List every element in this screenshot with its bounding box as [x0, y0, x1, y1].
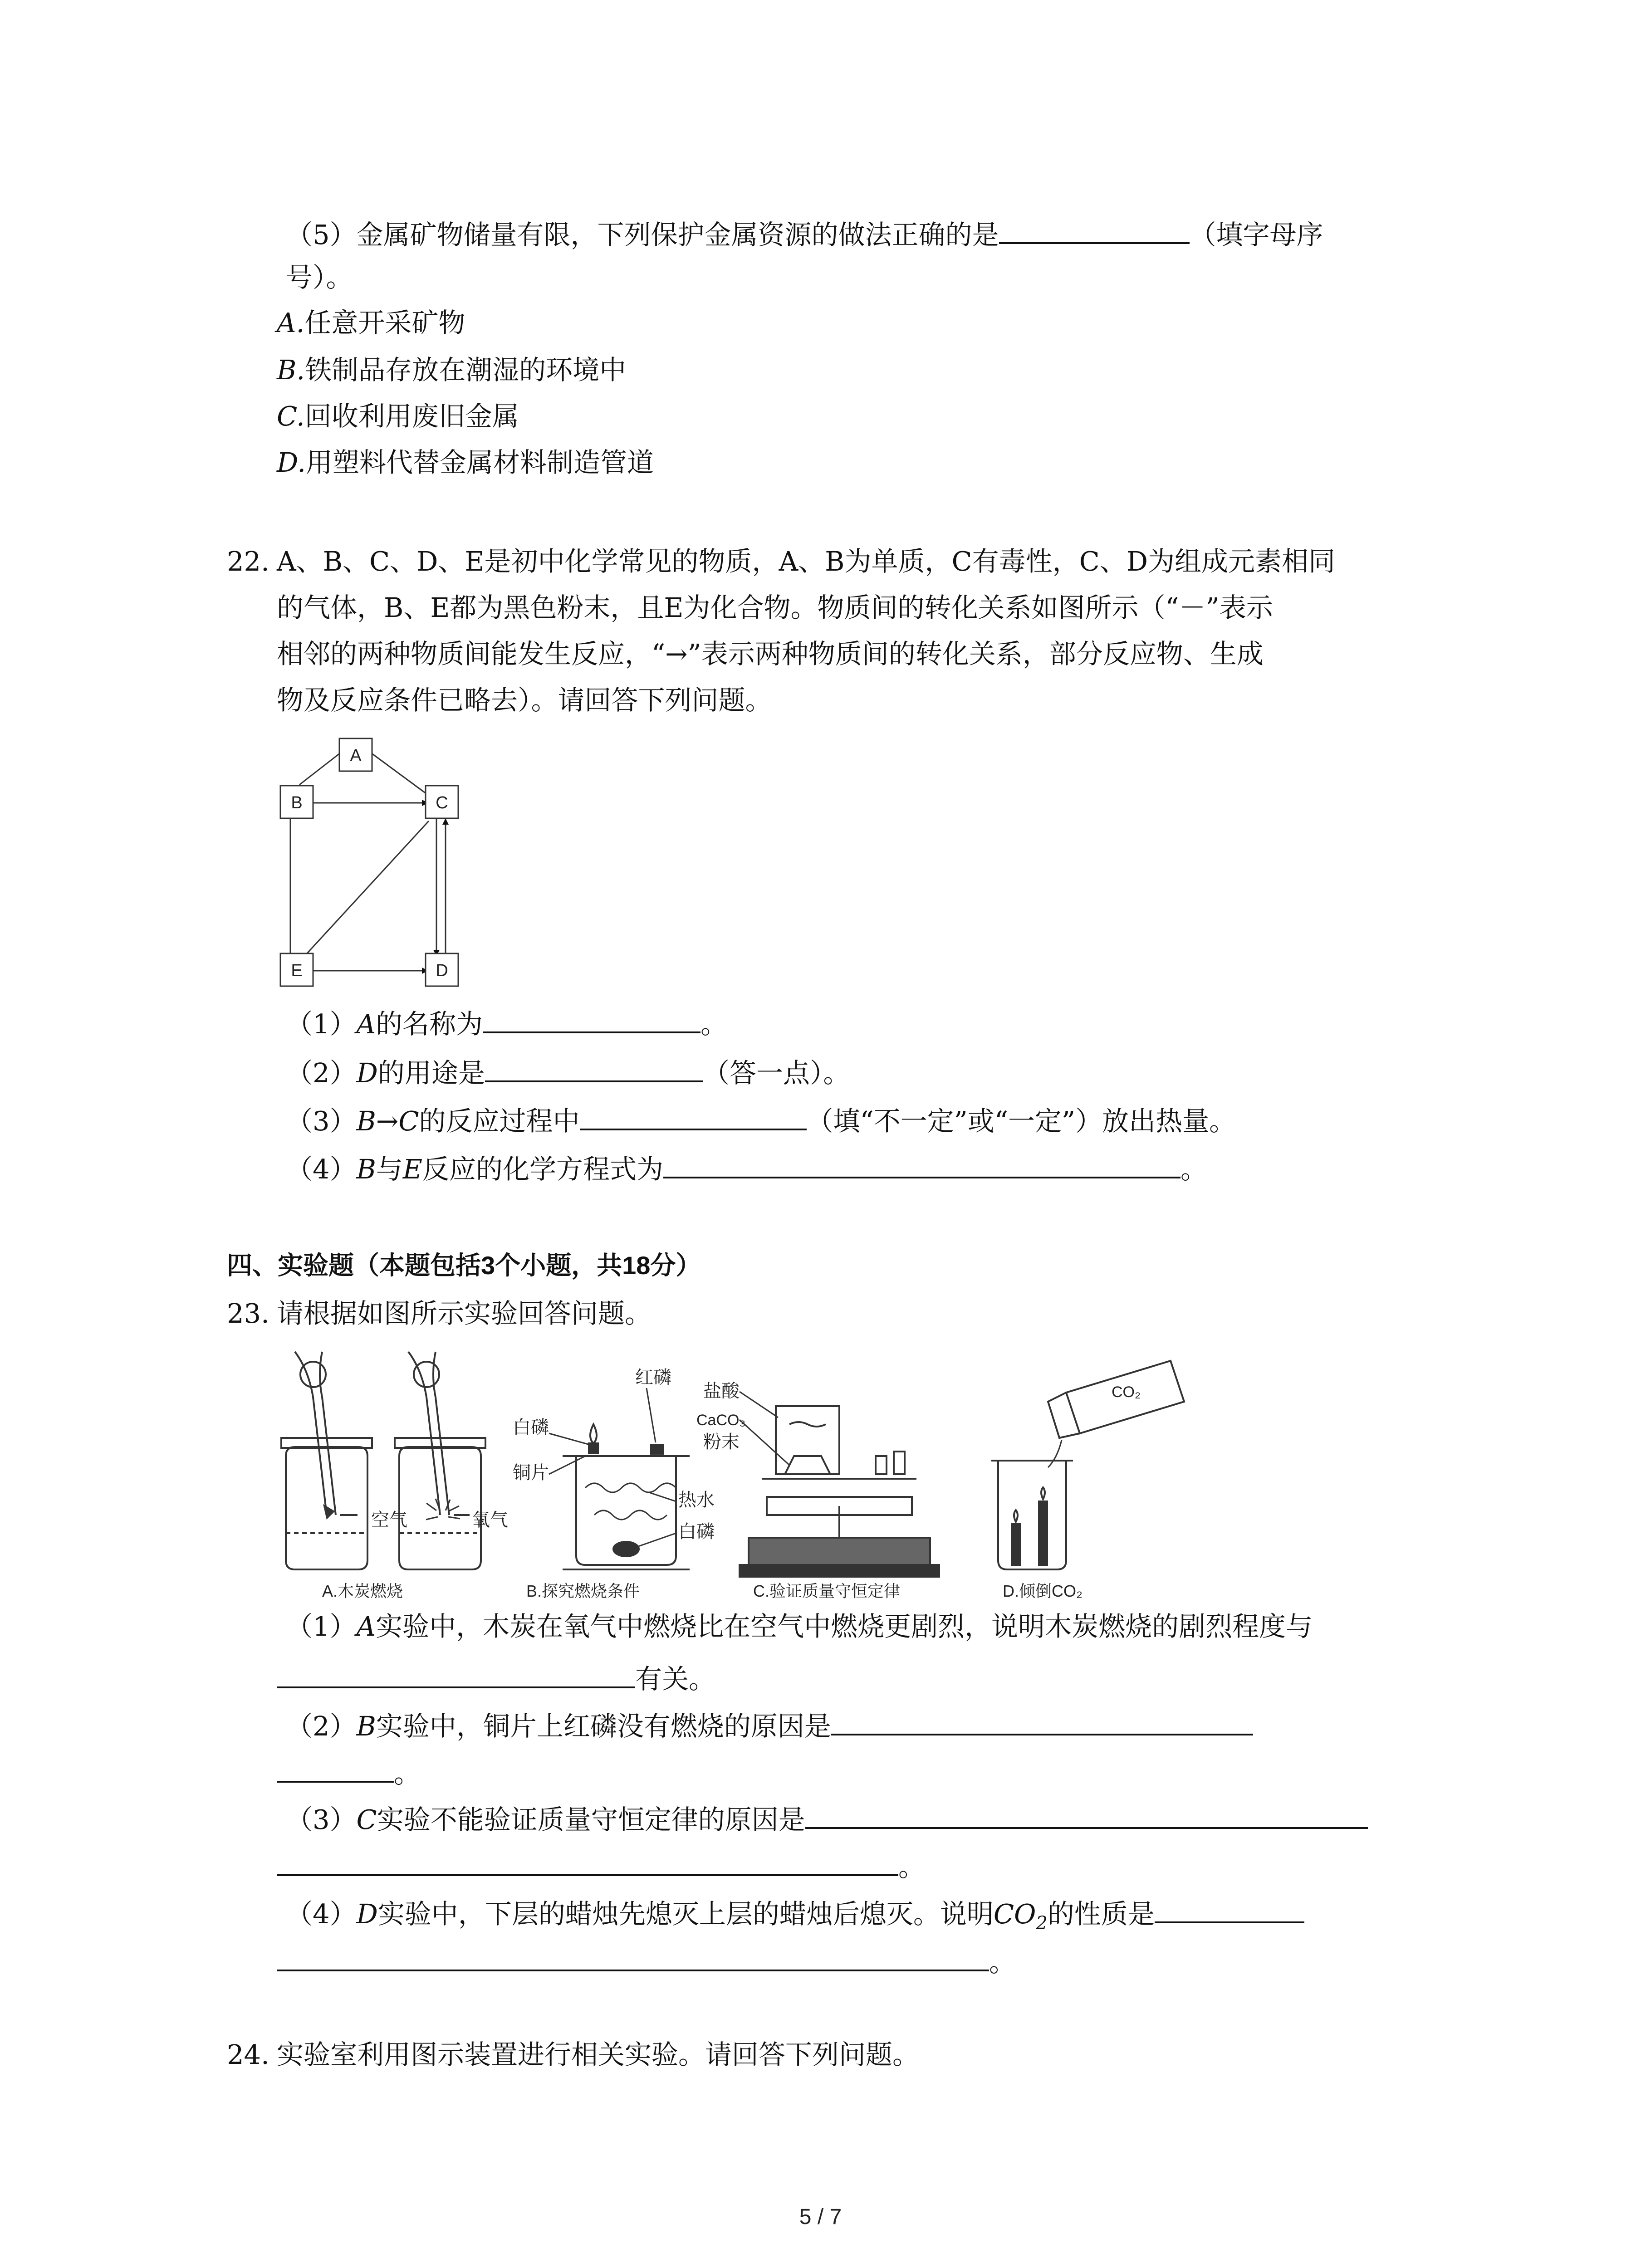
- sub-text: 实验中，下层的蜡烛先熄灭上层的蜡烛后熄灭。说明: [377, 1898, 994, 1930]
- node-a-label: A: [350, 746, 362, 765]
- node-c-label: C: [436, 793, 448, 812]
- option-letter: A.: [277, 307, 305, 338]
- var: CO: [993, 1898, 1036, 1930]
- q22-stem-line1: A、B、C、D、E是初中化学常见的物质，A、B为单质，C有毒性，C、D为组成元素相同: [277, 546, 1336, 577]
- jar-air: [281, 1352, 372, 1569]
- subscript: 2: [1036, 1912, 1048, 1934]
- caption-a: A.木炭燃烧: [322, 1582, 403, 1600]
- answer-blank[interactable]: [483, 1002, 700, 1033]
- q23-sub3-line1: [286, 1797, 1368, 1838]
- edge-a-c: [371, 753, 426, 794]
- label-powder: 粉末: [703, 1432, 740, 1452]
- answer-blank[interactable]: [485, 1051, 703, 1082]
- caption-b: B.探究燃烧条件: [526, 1582, 640, 1600]
- answer-blank[interactable]: [999, 212, 1190, 244]
- label-co2: CO₂: [1112, 1383, 1141, 1401]
- sub-number: （4）: [286, 1898, 357, 1930]
- q23-number: 23.: [227, 1298, 269, 1329]
- sub-number: （3）: [286, 1804, 357, 1835]
- var: C: [356, 1804, 377, 1835]
- q23-stem: 请根据如图所示实验回答问题。: [277, 1298, 652, 1329]
- sub-end: （填“不一定”或“一定”）放出热量。: [806, 1105, 1236, 1137]
- option-text: 铁制品存放在潮湿的环境中: [305, 354, 627, 386]
- q22-stem-line2: 的气体，B、E都为黑色粉末，且E为化合物。物质间的转化关系如图所示（“－”表示: [277, 592, 1273, 623]
- answer-blank[interactable]: [277, 1940, 989, 1971]
- sub-number: （2）: [286, 1057, 357, 1089]
- q24-stem: 实验室利用图示装置进行相关实验。请回答下列问题。: [277, 2039, 920, 2070]
- option-b: [277, 352, 626, 388]
- node-b-label: B: [291, 793, 303, 812]
- answer-blank[interactable]: [277, 1751, 394, 1783]
- node-d-label: D: [436, 961, 448, 980]
- q22-sub4: [286, 1147, 1207, 1188]
- q22-stem-line3: 相邻的两种物质间能发生反应，“→”表示两种物质间的转化关系，部分反应物、生成: [277, 638, 1264, 670]
- answer-blank[interactable]: [663, 1147, 1181, 1178]
- relation-diagram: [272, 730, 472, 1002]
- sub-text: 实验不能验证质量守恒定律的原因是: [377, 1804, 805, 1835]
- sub-number: （1）: [286, 1008, 357, 1040]
- q22-sub1: [286, 1002, 727, 1042]
- label-red-phosphorus: 红磷: [635, 1368, 671, 1388]
- var: A: [356, 1611, 376, 1642]
- var: A: [356, 1008, 376, 1040]
- q22-sub3: [286, 1099, 1236, 1139]
- sub-text: 反应的化学方程式为: [422, 1154, 664, 1185]
- page-number: 5 / 7: [799, 2205, 842, 2229]
- q22-number: 22.: [227, 546, 269, 577]
- beaker-combustion: [549, 1388, 690, 1569]
- sub-text: 的名称为: [376, 1008, 483, 1040]
- q21-5-suffix: （填字母序: [1189, 219, 1323, 250]
- sub-number: （3）: [286, 1105, 357, 1137]
- label-copper: 铜片: [513, 1463, 549, 1483]
- sub-text: 实验中，铜片上红磷没有燃烧的原因是: [376, 1711, 831, 1742]
- var: D: [356, 1057, 378, 1089]
- caption-c: C.验证质量守恒定律: [753, 1582, 901, 1600]
- q21-5-prefix: （5）金属矿物储量有限，下列保护金属资源的做法正确的是: [286, 219, 999, 250]
- sub-text: 与: [376, 1154, 403, 1185]
- co2-pour: [991, 1361, 1184, 1569]
- sub-number: （1）: [286, 1611, 357, 1642]
- option-a: [277, 305, 465, 341]
- option-c: [277, 398, 519, 435]
- q23-sub1-line1: [286, 1608, 1313, 1645]
- label-white-phosphorus: 白磷: [513, 1418, 549, 1437]
- option-letter: C.: [277, 401, 305, 432]
- q23-sub2-line1: [286, 1704, 1253, 1745]
- option-text: 用塑料代替金属材料制造管道: [305, 447, 654, 478]
- sub-text: 的性质是: [1047, 1898, 1155, 1930]
- label-hcl: 盐酸: [703, 1381, 740, 1401]
- var: B: [356, 1154, 376, 1185]
- var: D: [356, 1898, 378, 1930]
- jar-oxygen: [395, 1352, 485, 1569]
- sub-number: （2）: [286, 1711, 357, 1742]
- label-caco3: CaCO₃: [696, 1412, 746, 1429]
- node-e-label: E: [291, 961, 303, 980]
- sub-end: 。: [1181, 1154, 1208, 1185]
- sub-number: （4）: [286, 1154, 357, 1185]
- answer-blank[interactable]: [805, 1797, 1368, 1829]
- option-text: 任意开采矿物: [304, 307, 465, 338]
- option-text: 回收利用废旧金属: [304, 401, 519, 432]
- answer-blank[interactable]: [277, 1657, 635, 1688]
- q23-sub1-line2: [277, 1657, 715, 1697]
- q21-5-line1: [286, 212, 1323, 253]
- var: E: [402, 1154, 422, 1185]
- edge-e-c: [299, 821, 429, 962]
- label-white-phosphorus-2: 白磷: [678, 1522, 715, 1542]
- sub-end: 。: [989, 1946, 1016, 1978]
- sub-end: 有关。: [635, 1663, 716, 1695]
- var: B→C: [356, 1105, 419, 1137]
- caption-d: D.倾倒CO₂: [1003, 1582, 1083, 1600]
- q24-number: 24.: [227, 2039, 269, 2070]
- sub-end: （答一点）。: [702, 1057, 850, 1089]
- experiment-figure: [268, 1343, 1202, 1601]
- q21-5-line2: 号）。: [286, 262, 353, 293]
- sub-text: 的反应过程中: [419, 1105, 580, 1137]
- q22-stem-line4: 物及反应条件已略去）。请回答下列问题。: [277, 684, 772, 716]
- sub-end: 。: [700, 1008, 728, 1040]
- q23-sub4-line2: [277, 1940, 1016, 1980]
- option-letter: B.: [277, 354, 305, 386]
- q23-sub2-line2: [277, 1751, 421, 1792]
- answer-blank[interactable]: [580, 1099, 807, 1130]
- sub-text: 实验中，木炭在氧气中燃烧比在空气中燃烧更剧烈，说明木炭燃烧的剧烈程度与: [376, 1611, 1313, 1642]
- sub-text: 的用途是: [377, 1057, 485, 1089]
- label-air: 空气: [371, 1510, 407, 1530]
- sub-end: 。: [394, 1758, 421, 1789]
- var: B: [356, 1711, 376, 1742]
- answer-blank[interactable]: [277, 1844, 898, 1876]
- answer-blank[interactable]: [831, 1704, 1253, 1735]
- answer-blank[interactable]: [1155, 1892, 1304, 1923]
- edge-a-b: [299, 753, 340, 785]
- q23-sub3-line2: [277, 1844, 925, 1885]
- option-letter: D.: [277, 447, 306, 478]
- option-d: [277, 445, 654, 481]
- balance: [740, 1392, 939, 1577]
- sub-end: 。: [898, 1851, 926, 1882]
- section-title: 四、实验题（本题包括3个小题，共18分）: [227, 1251, 701, 1280]
- label-hot-water: 热水: [678, 1490, 715, 1510]
- label-oxygen: 氧气: [472, 1510, 508, 1530]
- q23-sub4-line1: [286, 1892, 1304, 1941]
- q22-sub2: [286, 1051, 850, 1091]
